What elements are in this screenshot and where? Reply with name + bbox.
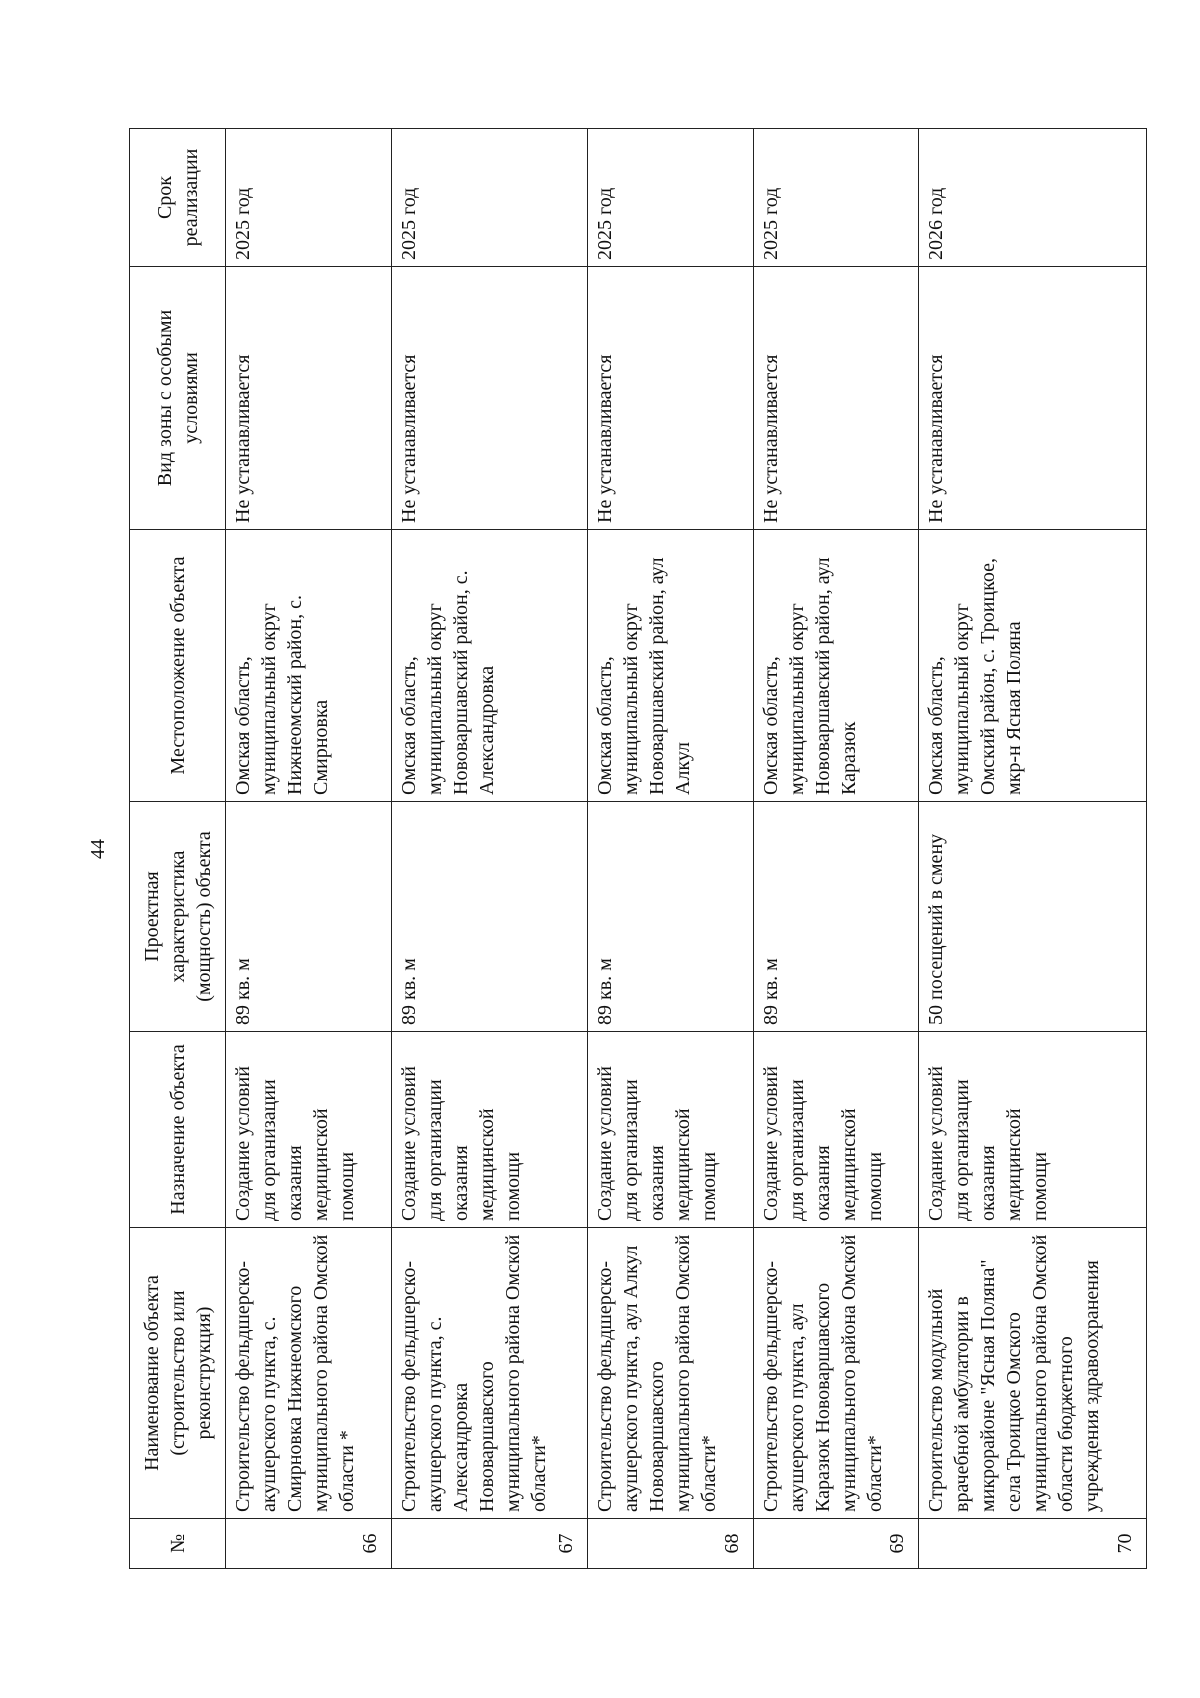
row-term: 2025 год <box>226 129 392 267</box>
row-term: 2025 год <box>588 129 754 267</box>
row-num: 69 <box>753 1519 919 1569</box>
header-num: № <box>130 1519 226 1569</box>
header-capacity: Проектная характеристика (мощность) объекта <box>130 802 226 1032</box>
row-purpose: Создание условий для организации оказания медицинской помощи <box>391 1032 588 1228</box>
table-row <box>391 129 588 1569</box>
row-num: 68 <box>588 1519 754 1569</box>
row-zone: Не устанавливается <box>753 267 919 530</box>
row-capacity: 50 посещений в смену <box>919 802 1147 1032</box>
row-num: 70 <box>919 1519 1147 1569</box>
row-term: 2025 год <box>391 129 588 267</box>
objects-table <box>129 128 1147 1569</box>
row-name: Строительство фельдшерско-акушерского пункта, с. Смирновка Нижнеомского муниципального района Омской области * <box>226 1228 392 1519</box>
table-row <box>226 129 392 1569</box>
row-num: 67 <box>391 1519 588 1569</box>
row-capacity: 89 кв. м <box>226 802 392 1032</box>
row-capacity: 89 кв. м <box>753 802 919 1032</box>
row-term: 2025 год <box>753 129 919 267</box>
header-location: Местоположение объекта <box>130 530 226 802</box>
header-zone: Вид зоны с особыми условиями <box>130 267 226 530</box>
row-purpose: Создание условий для организации оказания медицинской помощи <box>588 1032 754 1228</box>
table-row <box>753 129 919 1569</box>
row-term: 2026 год <box>919 129 1147 267</box>
row-location: Омская область, муниципальный округ Нововаршавский район, с. Александровка <box>391 530 588 802</box>
table-header-row <box>130 129 226 1569</box>
row-name: Строительство модульной врачебной амбулатории в микрорайоне "Ясная Поляна" села Троицкое Омского муниципального района Омской области бюджетного учреждения здравоохранения <box>919 1228 1147 1519</box>
row-name: Строительство фельдшерско-акушерского пункта, аул Алкул Нововаршавского муниципального района Омской области* <box>588 1228 754 1519</box>
header-purpose: Назначение объекта <box>130 1032 226 1228</box>
header-term: Срок реализации <box>130 129 226 267</box>
row-capacity: 89 кв. м <box>391 802 588 1032</box>
row-location: Омская область, муниципальный округ Нововаршавский район, аул Алкул <box>588 530 754 802</box>
row-location: Омская область, муниципальный округ Нижнеомский район, с. Смирновка <box>226 530 392 802</box>
table-row <box>588 129 754 1569</box>
objects-table-frame <box>129 129 1147 1569</box>
row-zone: Не устанавливается <box>919 267 1147 530</box>
row-purpose: Создание условий для организации оказания медицинской помощи <box>753 1032 919 1228</box>
row-capacity: 89 кв. м <box>588 802 754 1032</box>
header-name: Наименование объекта (строительство или реконструкция) <box>130 1228 226 1519</box>
row-name: Строительство фельдшерско-акушерского пункта, аул Каразюк Нововаршавского муниципального района Омской области* <box>753 1228 919 1519</box>
row-purpose: Создание условий для организации оказания медицинской помощи <box>919 1032 1147 1228</box>
row-location: Омская область, муниципальный округ Омский район, с. Троицкое, мкр-н Ясная Поляна <box>919 530 1147 802</box>
row-num: 66 <box>226 1519 392 1569</box>
row-purpose: Создание условий для организации оказания медицинской помощи <box>226 1032 392 1228</box>
row-zone: Не устанавливается <box>226 267 392 530</box>
row-location: Омская область, муниципальный округ Нововаршавский район, аул Каразюк <box>753 530 919 802</box>
table-row <box>919 129 1147 1569</box>
row-zone: Не устанавливается <box>391 267 588 530</box>
row-name: Строительство фельдшерско-акушерского пункта, с. Александровка Нововаршавского муниципального района Омской области* <box>391 1228 588 1519</box>
page-number: 44 <box>87 839 109 859</box>
row-zone: Не устанавливается <box>588 267 754 530</box>
